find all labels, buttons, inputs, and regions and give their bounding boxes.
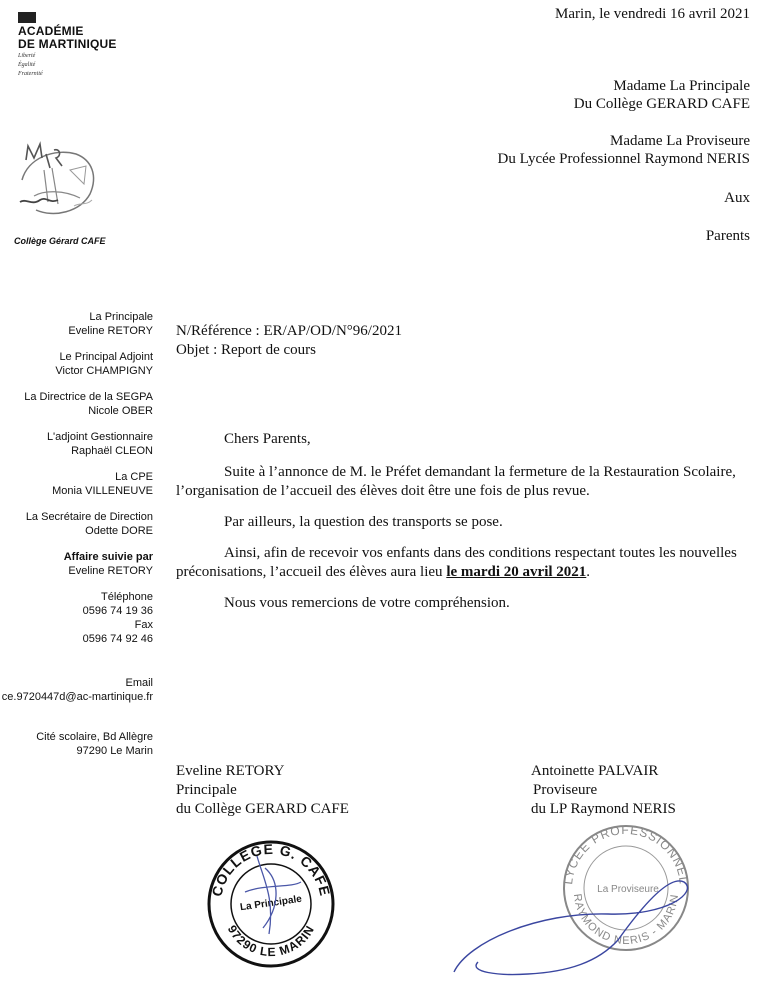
staff-sidebar xyxy=(0,310,153,770)
stamp-ring-text: LYCEE PROFESSIONNEL xyxy=(561,822,691,886)
staff-name: Eveline RETORY xyxy=(68,565,153,577)
signatory-title: Principale xyxy=(176,782,237,798)
staff-role: L'adjoint Gestionnaire xyxy=(46,431,153,443)
contact-email xyxy=(0,676,153,704)
reference-block xyxy=(176,322,402,360)
staff-role: La Secrétaire de Direction xyxy=(25,511,153,523)
recipient-line: Madame La Proviseure xyxy=(610,133,750,149)
staff-role: La Principale xyxy=(89,311,153,323)
paragraph: Nous vous remercions de votre compréhension. xyxy=(224,595,510,611)
staff-role: La CPE xyxy=(115,471,153,483)
recipient-line: Madame La Principale xyxy=(613,78,750,94)
motto-line: Égalité xyxy=(18,62,36,68)
highlighted-date: le mardi 20 avril 2021 xyxy=(446,564,587,580)
address-line: Cité scolaire, Bd Allègre xyxy=(36,731,153,743)
contact-phone-fax xyxy=(0,590,153,646)
recipient-line: Aux xyxy=(724,190,750,206)
followed-by-label: Affaire suivie par xyxy=(63,551,153,563)
motto-line: Fraternité xyxy=(18,71,43,77)
fax-number: 0596 74 92 46 xyxy=(82,633,153,645)
letter-body xyxy=(176,430,741,625)
staff-entry xyxy=(0,550,153,578)
contact-address xyxy=(0,730,153,758)
academy-logo xyxy=(18,12,168,78)
college-name: Collège Gérard CAFE xyxy=(14,236,106,246)
lycee-stamp xyxy=(448,822,708,982)
reference-number: N/Référence : ER/AP/OD/N°96/2021 xyxy=(176,323,402,339)
recipient-line: Du Collège GERARD CAFE xyxy=(573,96,750,112)
college-sketch-logo-icon xyxy=(14,140,104,222)
svg-text:97290 LE MARIN xyxy=(225,923,318,959)
phone-number: 0596 74 19 36 xyxy=(82,605,153,617)
paragraph: Suite à l’annonce de M. le Préfet demandant la fermeture de la Restauration Scolaire, l’organisation de l’accueil des élèves doit être une fois de plus revue. xyxy=(176,464,736,499)
email-address[interactable]: ce.9720447d@ac-martinique.fr xyxy=(1,691,153,703)
recipient-line: Parents xyxy=(705,228,750,244)
college-stamp xyxy=(205,838,337,970)
svg-text:RAYMOND NERIS - MARIN xyxy=(571,893,681,947)
email-label: Email xyxy=(125,677,153,689)
staff-entry xyxy=(0,430,153,458)
staff-entry xyxy=(0,350,153,378)
signatory-org: du LP Raymond NERIS xyxy=(531,801,676,817)
staff-name: Eveline RETORY xyxy=(68,325,153,337)
staff-role: La Directrice de la SEGPA xyxy=(24,391,153,403)
staff-entry xyxy=(0,390,153,418)
motto-line: Liberté xyxy=(18,53,36,59)
stamp-ring-text: COLLEGE G. CAFE xyxy=(208,840,334,899)
stamp-center-text: La Principale xyxy=(239,893,303,914)
staff-role: Le Principal Adjoint xyxy=(59,351,153,363)
signature-block-right xyxy=(531,762,676,819)
paragraph xyxy=(176,544,741,582)
fax-label: Fax xyxy=(134,619,153,631)
stamp-ring-text: 97290 LE MARIN xyxy=(224,922,318,960)
letter-date: Marin, le vendredi 16 avril 2021 xyxy=(555,6,750,22)
svg-text:LYCEE PROFESSIONNEL xyxy=(561,823,691,885)
staff-name: Monia VILLENEUVE xyxy=(52,485,153,497)
staff-name: Nicole OBER xyxy=(88,405,153,417)
signatory-org: du Collège GERARD CAFE xyxy=(176,801,349,817)
marianne-emblem-icon xyxy=(18,12,36,23)
paragraph-text: . xyxy=(586,564,591,580)
signature-block-left xyxy=(176,762,349,819)
paragraph: Par ailleurs, la question des transports se pose. xyxy=(224,514,503,530)
address-line: 97290 Le Marin xyxy=(76,745,153,757)
stamp-center-text: La Proviseure xyxy=(597,884,659,895)
staff-entry xyxy=(0,470,153,498)
stamp-ring-text: RAYMOND NERIS - MARIN xyxy=(570,893,682,948)
staff-name: Odette DORE xyxy=(85,525,153,537)
subject-line: Objet : Report de cours xyxy=(176,342,316,358)
academy-name-line2: DE MARTINIQUE xyxy=(18,37,117,51)
staff-name: Raphaël CLEON xyxy=(71,445,153,457)
staff-name: Victor CHAMPIGNY xyxy=(55,365,153,377)
phone-label: Téléphone xyxy=(101,591,153,603)
recipient-line: Du Lycée Professionnel Raymond NERIS xyxy=(497,151,750,167)
greeting: Chers Parents, xyxy=(224,431,311,447)
staff-entry xyxy=(0,510,153,538)
paragraph-text: Ainsi, afin de recevoir vos enfants dans des conditions respectant toutes les nouvelles préconisations, l’accueil des élèves aura lieu xyxy=(176,545,737,580)
svg-text:COLLEGE G. CAFE xyxy=(209,841,334,898)
signatory-name: Eveline RETORY xyxy=(176,763,285,779)
staff-entry xyxy=(0,310,153,338)
academy-name-line1: ACADÉMIE xyxy=(18,24,84,38)
signatory-name: Antoinette PALVAIR xyxy=(531,763,659,779)
signatory-title: Proviseure xyxy=(533,782,598,798)
